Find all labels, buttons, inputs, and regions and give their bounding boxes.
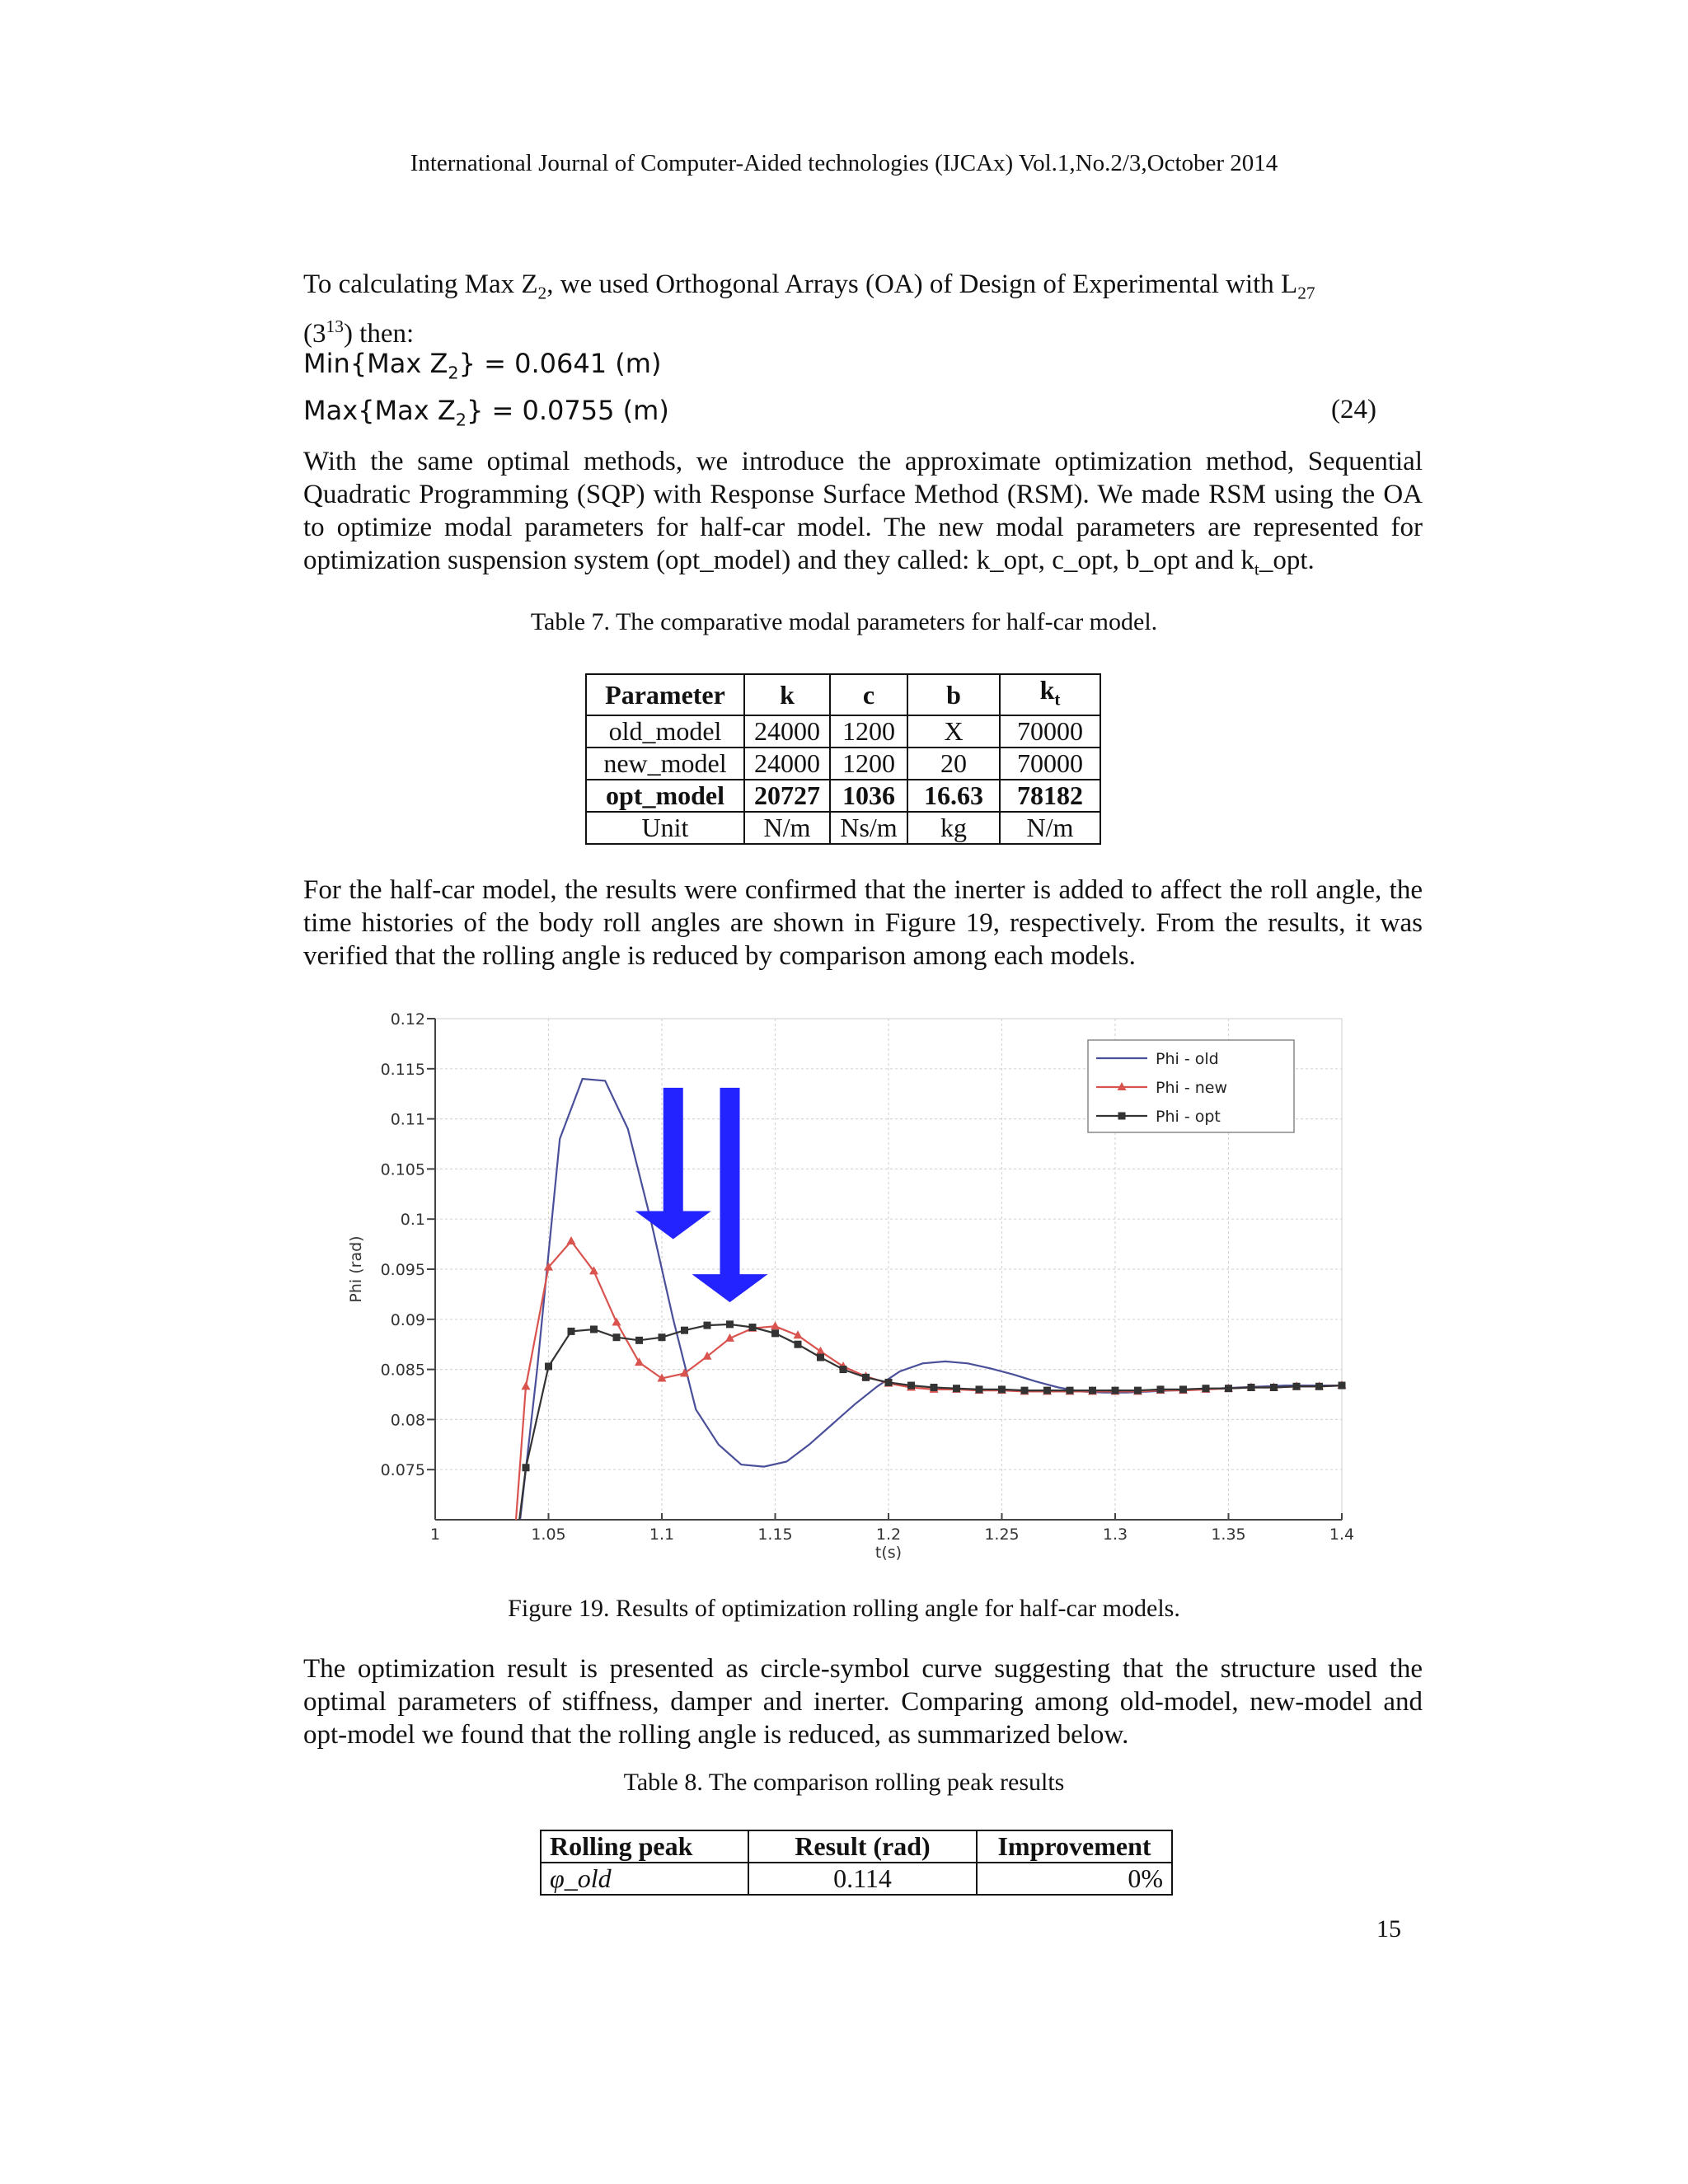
x-tick-label: 1.3 xyxy=(1102,1526,1128,1544)
data-point-marker xyxy=(1134,1387,1142,1394)
legend-label: Phi - opt xyxy=(1156,1108,1221,1126)
data-point-marker xyxy=(931,1384,938,1391)
y-tick-label: 0.08 xyxy=(390,1411,425,1430)
data-point-marker xyxy=(795,1341,802,1348)
data-point-marker xyxy=(953,1385,960,1392)
data-point-marker xyxy=(545,1362,552,1370)
equation-max: Max{Max $Z_2\} = 0.0755$ (m) (24) xyxy=(303,395,1376,430)
data-point-marker xyxy=(771,1329,779,1337)
data-point-marker xyxy=(635,1337,643,1344)
table-row: φ_old 0.114 0% xyxy=(541,1863,1172,1895)
x-tick-label: 1.35 xyxy=(1211,1526,1246,1544)
y-tick-label: 0.1 xyxy=(400,1211,425,1230)
page-number: 15 xyxy=(1376,1915,1401,1943)
y-tick-label: 0.11 xyxy=(390,1110,425,1129)
data-point-marker xyxy=(590,1325,598,1333)
table7-header-row: Parameter k c b $k_t$ xyxy=(586,674,1100,715)
data-point-marker xyxy=(1225,1385,1232,1392)
data-point-marker xyxy=(1021,1387,1029,1394)
figure19-caption: Figure 19. Results of optimization rolling angle for half-car models. xyxy=(508,1595,1180,1622)
table-row: Unit N/m Ns/m kg N/m xyxy=(586,812,1100,844)
legend-label: Phi - old xyxy=(1156,1050,1219,1068)
data-point-marker xyxy=(998,1385,1006,1393)
data-point-marker xyxy=(704,1322,711,1329)
y-tick-label: 0.105 xyxy=(380,1160,425,1179)
table-row: opt_model 20727 1036 16.63 78182 xyxy=(586,780,1100,812)
x-tick-label: 1.25 xyxy=(984,1526,1020,1544)
data-point-marker xyxy=(885,1379,893,1386)
data-point-marker xyxy=(1112,1387,1119,1394)
sqp-paragraph: With the same optimal methods, we introduce the approximate optimization method, Sequential Quadratic Programming (SQP) with Response Surface Method (RSM). We made RSM using the OA to optimize modal parameters for half-car model. The new modal parameters are represented for optimization suspension system (opt_model) and they called: k_opt, c_opt, b_opt and $k_t\_opt$. xyxy=(303,447,1423,579)
data-point-marker xyxy=(1157,1385,1165,1393)
data-point-marker xyxy=(568,1328,575,1335)
data-point-marker xyxy=(1270,1384,1278,1391)
journal-header: International Journal of Computer-Aided technologies (IJCAx) Vol.1,No.2/3,October 2014 xyxy=(410,150,1278,176)
data-point-marker xyxy=(1043,1387,1051,1394)
data-point-marker xyxy=(1339,1382,1346,1390)
data-point-marker xyxy=(749,1324,757,1331)
legend-label: Phi - new xyxy=(1156,1079,1227,1097)
x-tick-label: 1.15 xyxy=(757,1526,793,1544)
data-point-marker xyxy=(681,1327,688,1334)
y-tick-label: 0.085 xyxy=(380,1361,425,1380)
table7 xyxy=(585,673,1101,845)
data-point-marker xyxy=(726,1320,734,1328)
equation-min: Min{Max $Z_2\} = 0.0641$ (m) xyxy=(303,348,662,383)
optimization-paragraph: The optimization result is presented as circle-symbol curve suggesting that the structure used the optimal parameters of stiffness, damper and inerter. Comparing among old-model, new-model and opt-model we found that the rolling angle is reduced, as summarized below. xyxy=(303,1654,1423,1750)
y-tick-label: 0.095 xyxy=(380,1261,425,1279)
x-tick-label: 1.05 xyxy=(531,1526,566,1544)
table-row: new_model 24000 1200 20 70000 xyxy=(586,748,1100,780)
data-point-marker xyxy=(523,1464,530,1471)
legend-marker xyxy=(1118,1113,1126,1120)
x-tick-label: 1.4 xyxy=(1329,1526,1355,1544)
x-tick-label: 1 xyxy=(429,1526,441,1544)
table-row: old_model 24000 1200 X 70000 xyxy=(586,715,1100,748)
roll-angle-chart xyxy=(346,1004,1368,1581)
data-point-marker xyxy=(613,1333,621,1341)
data-point-marker xyxy=(1203,1385,1210,1392)
table8 xyxy=(540,1830,1173,1896)
intro-paragraph: To calculating Max $Z_2$, we used Orthogonal Arrays (OA) of Design of Experimental with $L_{27}$ $(3^{13})$ then: xyxy=(303,269,1315,349)
y-tick-label: 0.115 xyxy=(380,1060,425,1079)
table8-caption: Table 8. The comparison rolling peak results xyxy=(623,1769,1065,1796)
data-point-marker xyxy=(1179,1385,1187,1393)
data-point-marker xyxy=(862,1374,870,1381)
data-point-marker xyxy=(659,1333,666,1341)
y-tick-label: 0.09 xyxy=(390,1310,425,1329)
equation-number: (24) xyxy=(1331,395,1376,424)
data-point-marker xyxy=(840,1366,847,1373)
y-tick-label: 0.12 xyxy=(390,1010,425,1029)
data-point-marker xyxy=(1293,1383,1301,1390)
results-paragraph: For the half-car model, the results were confirmed that the inerter is added to affect the roll angle, the time histories of the body roll angles are shown in Figure 19, respectively. From the results, it was verified that the rolling angle is reduced by comparison among each models. xyxy=(303,875,1423,971)
x-axis-label: t(s) xyxy=(874,1544,903,1562)
x-tick-label: 1.2 xyxy=(875,1526,902,1544)
table7-caption: Table 7. The comparative modal parameters for half-car model. xyxy=(530,608,1158,635)
y-tick-label: 0.075 xyxy=(380,1461,425,1480)
x-tick-label: 1.1 xyxy=(649,1526,675,1544)
data-point-marker xyxy=(1089,1387,1096,1394)
data-point-marker xyxy=(1067,1387,1074,1394)
data-point-marker xyxy=(976,1385,983,1393)
data-point-marker xyxy=(817,1354,824,1361)
y-axis-label: Phi (rad) xyxy=(347,1235,365,1303)
table8-header-row: Rolling peak Result (rad) Improvement xyxy=(541,1830,1172,1863)
data-point-marker xyxy=(907,1382,915,1390)
data-point-marker xyxy=(1315,1383,1323,1390)
data-point-marker xyxy=(1248,1384,1255,1391)
